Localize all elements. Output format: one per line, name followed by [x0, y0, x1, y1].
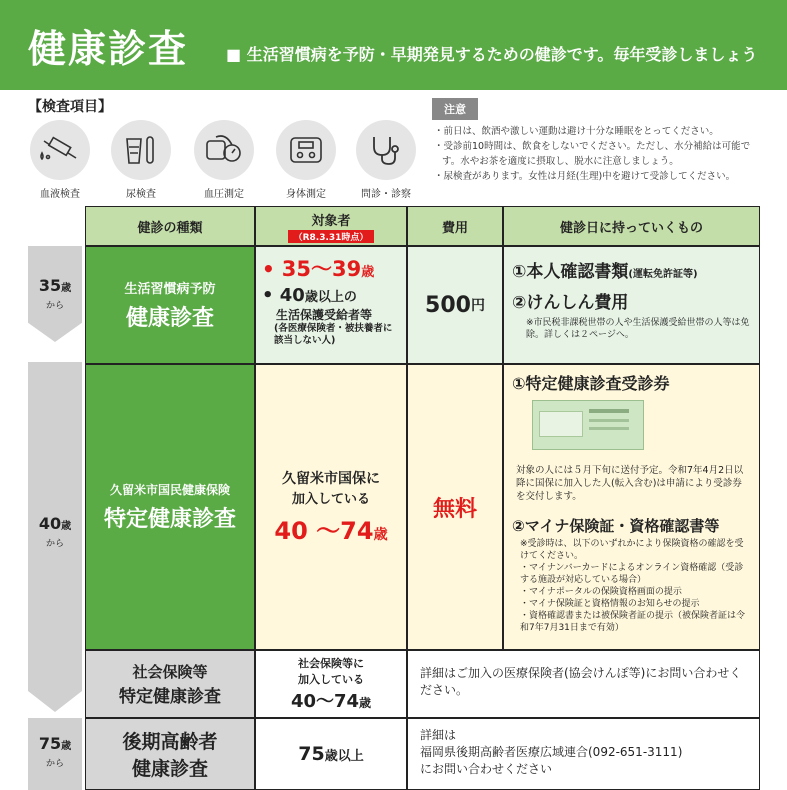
row2-fee: 無料	[407, 364, 503, 650]
ticket-image	[532, 400, 644, 450]
caution-note: ・尿検査があります。女性は月経(生理)中を避けて受診してください。	[434, 171, 736, 182]
age-label-75: 75歳 から	[38, 734, 72, 769]
page-header	[0, 0, 787, 90]
header-type: 健診の種類	[85, 206, 255, 246]
exam-item-label: 身体測定	[286, 189, 326, 200]
row4-type: 後期高齢者 健康診査	[85, 718, 255, 790]
scale-icon	[276, 120, 336, 180]
caution-note: ・前日は、飲酒や激しい運動は避け十分な睡眠をとってください。	[434, 126, 719, 137]
row4-target: 75 歳以上	[255, 718, 407, 790]
row3-type: 社会保険等 特定健康診査	[85, 650, 255, 718]
age-label-40: 40歳 から	[38, 514, 72, 549]
target-date-badge: （R8.3.31時点）	[288, 230, 375, 243]
exam-items-label: 【検査項目】	[28, 99, 112, 115]
exam-item-label: 尿検査	[126, 189, 156, 200]
caution-badge: 注意	[432, 98, 478, 120]
exam-item-urine	[109, 120, 173, 200]
exam-item-consult	[354, 120, 418, 200]
header-bring: 健診日に持っていくもの	[503, 206, 760, 246]
urine-cup-icon	[111, 120, 171, 180]
caution-notes	[434, 124, 764, 184]
row2-target: 久留米市国保に 加入している 40 ～74歳	[255, 364, 407, 650]
row3-info: 詳細はご加入の医療保険者(協会けんぽ等)にお問い合わせください。	[407, 650, 760, 718]
caution-note: ・受診前10時間は、飲食をしないでください。ただし、水分補給は可能です。水やお茶を適度に摂取し、脱水に注意しましょう。	[434, 141, 751, 167]
exam-item-label: 血液検査	[40, 189, 80, 200]
age-label-35: 35歳 から	[38, 276, 72, 311]
row1-type: 生活習慣病予防 健康診査	[85, 246, 255, 364]
row3-target: 社会保険等に 加入している 40～74歳	[255, 650, 407, 718]
page-subtitle: ■ 生活習慣病を予防・早期発見するための健診です。毎年受診しましょう	[226, 45, 758, 64]
exam-item-label: 問診・診察	[361, 189, 411, 200]
header-fee: 費用	[407, 206, 503, 246]
header-target: 対象者 （R8.3.31時点）	[255, 206, 407, 246]
row4-info: 詳細は 福岡県後期高齢者医療広域連合(092-651-3111) にお問い合わせください	[407, 718, 760, 790]
row2-type: 久留米市国民健康保険 特定健康診査	[85, 364, 255, 650]
stethoscope-icon	[356, 120, 416, 180]
row2-bring: ①特定健康診査受診券 対象の人には５月下旬に送付予定。令和7年4月2日以降に国保に加入した人(転入含む)は申請により受診券を交付します。 ②マイナ保険証・資格確認書等 ※受診時は、以下のいずれかにより保険資格の確認を受けてください。 ・マイナンバーカードによるオンライン資格確認（受診する施設が対応している場合） ・マイナポータルの保険資格画面の提示 ・マイナ保険証と資格情報のお知らせの提示 ・資格確認書または被保険者証の提示（被保険者証は令和7年7月31日まで有効）	[503, 364, 760, 650]
syringe-icon	[30, 120, 90, 180]
row1-bring: ①本人確認書類(運転免許証等) ②けんしん費用 ※市民税非課税世帯の人や生活保護受給世帯の人等は免除。詳しくは２ページへ。	[503, 246, 760, 364]
page-title: 健康診査	[28, 27, 189, 71]
exam-item-label: 血圧測定	[204, 189, 244, 200]
row1-fee: 500 円	[407, 246, 503, 364]
exam-item-body	[274, 120, 338, 200]
row1-target: • 35～39歳 • 40歳以上の 生活保護受給者等 (各医療保険者・被扶養者に該当しない人)	[255, 246, 407, 364]
exam-items-icons	[28, 120, 423, 204]
exam-item-blood	[28, 120, 92, 200]
blood-pressure-icon	[194, 120, 254, 180]
exam-item-bp	[192, 120, 256, 200]
